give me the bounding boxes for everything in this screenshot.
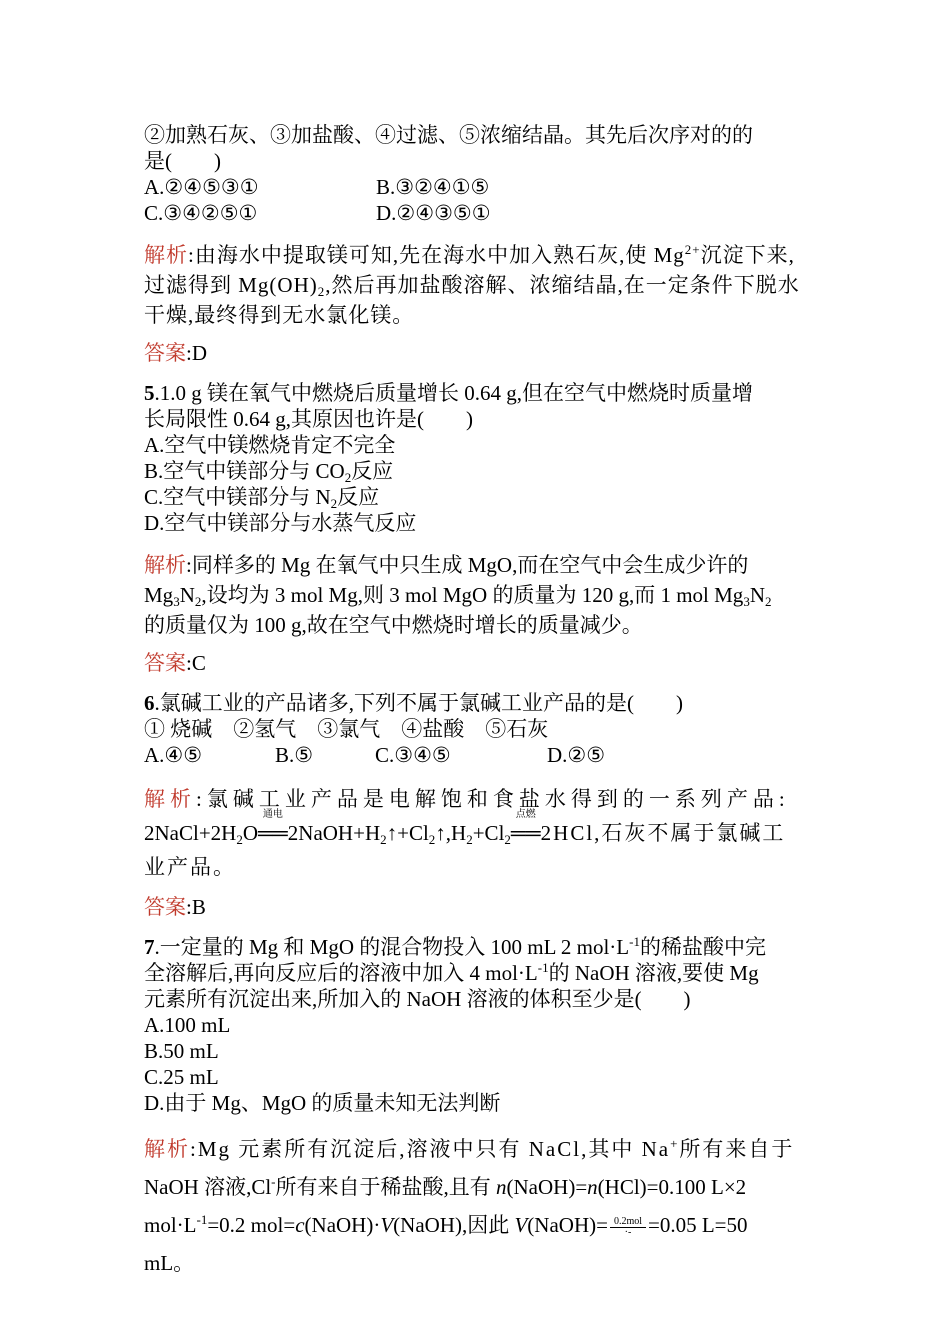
q4-option-d: D.②④③⑤① bbox=[376, 201, 491, 225]
q6-option-d: D.②⑤ bbox=[547, 743, 606, 767]
q4-option-c: C.③④②⑤① bbox=[144, 201, 258, 225]
q5-answer: 答案:C bbox=[144, 651, 206, 675]
answer-label: 答案 bbox=[144, 895, 186, 919]
q7-stem-line1: 7.一定量的 Mg 和 MgO 的混合物投入 100 mL 2 $mol\cdot L^{-1}$的稀盐酸中完 bbox=[144, 934, 766, 959]
q7-number: 7 bbox=[144, 935, 155, 959]
q6-stem: 6.氯碱工业的产品诸多,下列不属于氯碱工业产品的是( ) bbox=[144, 691, 683, 715]
q7-analysis: 解析:Mg 元素所有沉淀后,溶液中只有 NaCl,其中 Na+所有来自于 NaOH 溶液,Cl-所有来自于稀盐酸,且有 n(NaOH)=n(HCl)=0.100 L×2 $mol\cdot L^{-1}=0.2$ mol=c(NaOH)·V(NaOH),因此 V(NaOH)= $\frac{\text{0.2mol}}{\cdot-}=0.05$ L=50 mL。 bbox=[144, 1136, 795, 1275]
q5-stem-line2: 长局限性 0.64 g,其原因也许是( ) bbox=[144, 407, 473, 431]
document-body bbox=[144, 122, 808, 1282]
q4-stem-line2: 是( ) bbox=[144, 149, 221, 173]
q4-option-a: A.②④⑤③① bbox=[144, 175, 259, 199]
q4-options-ab bbox=[144, 174, 808, 200]
analysis-label: 解析 bbox=[144, 243, 188, 267]
fraction: $\frac{\text{0.2mol}}{\cdot-}$ bbox=[610, 1216, 646, 1238]
answer-label: 答案 bbox=[144, 651, 186, 675]
q6-answer: 答案:B bbox=[144, 895, 206, 919]
q5-option-c: C.空气中镁部分与 $N_2$反应 bbox=[144, 485, 380, 511]
q5-option-a: A.空气中镁燃烧肯定不完全 bbox=[144, 433, 396, 457]
q7-option-c: C.25 mL bbox=[144, 1065, 219, 1089]
q4-analysis: 解析:由海水中提取镁可知,先在海水中加入熟石灰,使 $Mg^{2+}$沉淀下来, 过滤得到 $Mg(OH)_2$,然后再加盐酸溶解、浓缩结晶,在一定条件下脱水 干燥,最终得到无水氯化镁。 bbox=[144, 242, 800, 327]
q7-option-d: D.由于 Mg、MgO 的质量未知无法判断 bbox=[144, 1091, 501, 1115]
q6-option-a: A.④⑤ bbox=[144, 743, 203, 767]
q7-option-b: B.50 mL bbox=[144, 1039, 219, 1063]
analysis-label: 解析 bbox=[144, 787, 196, 811]
q7-stem-line3: 元素所有沉淀出来,所加入的 NaOH 溶液的体积至少是( ) bbox=[144, 987, 691, 1011]
q7-stem-line2: 全溶解后,再向反应后的溶液中加入 4 $mol\cdot L^{-1}$的 NaOH 溶液,要使 Mg bbox=[144, 960, 759, 985]
q4-options-cd bbox=[144, 200, 808, 226]
q4-stem-line1: ②加熟石灰、③加盐酸、④过滤、⑤浓缩结晶。其先后次序对的的 bbox=[144, 123, 753, 147]
analysis-label: 解析 bbox=[144, 1137, 190, 1161]
q6-number: 6 bbox=[144, 691, 155, 715]
q4-option-b: B.③②④①⑤ bbox=[376, 175, 490, 199]
q5-number: 5 bbox=[144, 381, 155, 405]
answer-label: 答案 bbox=[144, 341, 186, 365]
analysis-label: 解析 bbox=[144, 553, 186, 577]
q4-answer: 答案:D bbox=[144, 341, 207, 365]
reaction-condition-electrolysis: 通电 ══ bbox=[258, 809, 288, 845]
q5-option-b: B.空气中镁部分与 $CO_2$反应 bbox=[144, 459, 394, 485]
q5-option-d: D.空气中镁部分与水蒸气反应 bbox=[144, 511, 417, 535]
q6-options bbox=[144, 742, 808, 768]
q6-items: ① 烧碱 ②氢气 ③氯气 ④盐酸 ⑤石灰 bbox=[144, 717, 549, 741]
q5-stem-line1: 5.1.0 g 镁在氧气中燃烧后质量增长 0.64 g,但在空气中燃烧时质量增 bbox=[144, 381, 753, 405]
q6-option-c: C.③④⑤ bbox=[375, 743, 451, 767]
q6-analysis: 解析:氯碱工业产品是电解饱和食盐水得到的一系列产品: $2NaCl+2H_2O$ 通电 $══2NaOH+H_2↑+Cl_2↑,H_2+Cl_2$ 点燃 ══2HCl,石灰不属于氯碱工 业产品。 bbox=[144, 787, 790, 879]
q7-option-a: A.100 mL bbox=[144, 1013, 231, 1037]
q5-analysis: 解析:同样多的 Mg 在氧气中只生成 MgO,而在空气中会生成少许的 $Mg_3N_2$,设均为 3 mol Mg,则 3 mol MgO 的质量为 120 g,而 1 mol $Mg_3N_2$ 的质量仅为 100 g,故在空气中燃烧时增长的质量减少。 bbox=[144, 553, 772, 637]
reaction-condition-ignition: 点燃 ══ bbox=[510, 809, 541, 845]
q6-option-b: B.⑤ bbox=[275, 743, 314, 767]
